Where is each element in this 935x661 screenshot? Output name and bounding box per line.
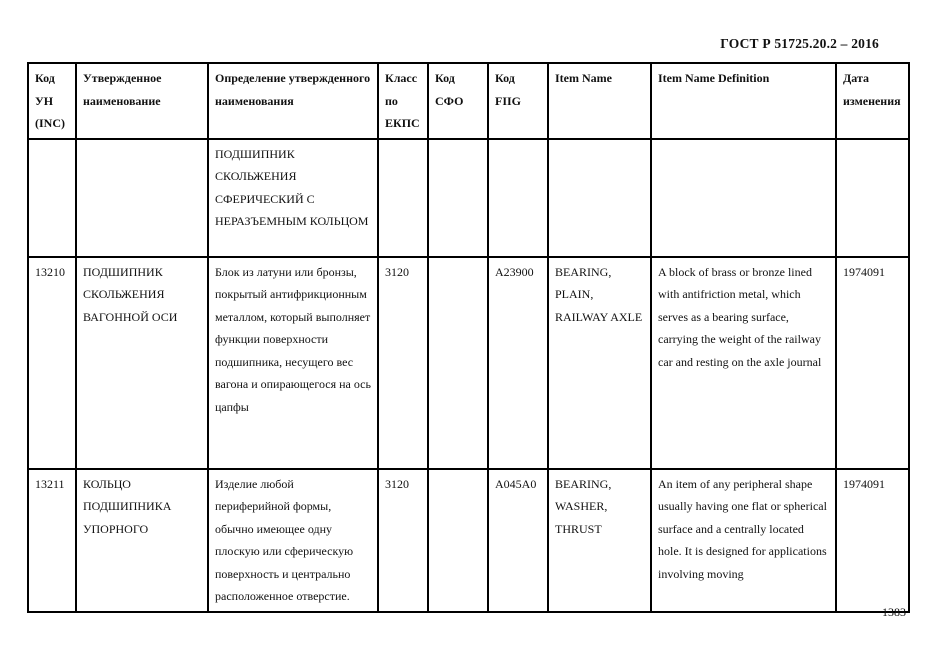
cell-inc-code: 13210	[28, 257, 76, 469]
page-number: 1383	[882, 605, 906, 619]
cell-item-name-definition: A block of brass or bronze lined with antifriction metal, which serves as a bearing surface, carrying the weight of the railway car and resting on the axle journal	[651, 257, 836, 469]
cell-fiig-code: A045A0	[488, 469, 548, 612]
col-header-change-date: Дата изменения	[836, 63, 909, 139]
cell-definition: Изделие любой периферийной формы, обычно имеющее одну плоскую или сферическую поверхность и центрально расположенное отверстие.	[208, 469, 378, 612]
cell-ekps-class: 3120	[378, 257, 428, 469]
col-header-fiig-code: Код FIIG	[488, 63, 548, 139]
cell-definition: ПОДШИПНИК СКОЛЬЖЕНИЯ СФЕРИЧЕСКИЙ С НЕРАЗЪЕМНЫМ КОЛЬЦОМ	[208, 139, 378, 257]
table-row	[28, 139, 909, 257]
cell-item-name-definition	[651, 139, 836, 257]
col-header-item-name-definition: Item Name Definition	[651, 63, 836, 139]
col-header-inc-code: Код УН (INC)	[28, 63, 76, 139]
cell-change-date: 1974091	[836, 469, 909, 612]
col-header-sfo-code: Код СФО	[428, 63, 488, 139]
table-row	[28, 257, 909, 469]
cell-ekps-class	[378, 139, 428, 257]
cell-approved-name	[76, 139, 208, 257]
cell-sfo-code	[428, 469, 488, 612]
cell-sfo-code	[428, 257, 488, 469]
catalog-table	[27, 62, 910, 613]
cell-definition: Блок из латуни или бронзы, покрытый антифрикционным металлом, который выполняет функции поверхности подшипника, несущего вес вагона и опирающегося на ось цапфы	[208, 257, 378, 469]
col-header-ekps-class: Класс по ЕКПС	[378, 63, 428, 139]
cell-item-name-definition: An item of any peripheral shape usually having one flat or spherical surface and a centrally located hole. It is designed for applications involving moving	[651, 469, 836, 612]
cell-item-name: BEARING, WASHER, THRUST	[548, 469, 651, 612]
cell-fiig-code: A23900	[488, 257, 548, 469]
cell-item-name: BEARING, PLAIN, RAILWAY AXLE	[548, 257, 651, 469]
cell-fiig-code	[488, 139, 548, 257]
col-header-definition: Определение утвержденного наименования	[208, 63, 378, 139]
cell-change-date: 1974091	[836, 257, 909, 469]
table-row	[28, 469, 909, 612]
cell-inc-code: 13211	[28, 469, 76, 612]
cell-ekps-class: 3120	[378, 469, 428, 612]
cell-approved-name: КОЛЬЦО ПОДШИПНИКА УПОРНОГО	[76, 469, 208, 612]
cell-approved-name: ПОДШИПНИК СКОЛЬЖЕНИЯ ВАГОННОЙ ОСИ	[76, 257, 208, 469]
cell-change-date	[836, 139, 909, 257]
cell-item-name	[548, 139, 651, 257]
col-header-item-name: Item Name	[548, 63, 651, 139]
table-header-row	[28, 63, 909, 139]
cell-sfo-code	[428, 139, 488, 257]
cell-inc-code	[28, 139, 76, 257]
col-header-approved-name: Утвержденное наименование	[76, 63, 208, 139]
document-title: ГОСТ Р 51725.20.2 – 2016	[720, 36, 879, 51]
